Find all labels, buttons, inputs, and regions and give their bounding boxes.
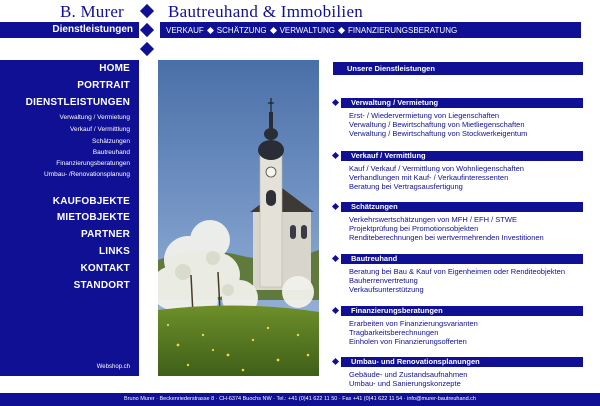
list-item: Beratung bei Bau & Kauf von Eigenheimen oder Renditeobjekten xyxy=(349,267,565,276)
diamond-bullet-icon xyxy=(332,99,339,106)
subnav-item-finanzierung[interactable]: FINANZIERUNGSBERATUNG xyxy=(348,25,458,35)
list-item: Renditeberechnungen bei wertvermehrenden Investitionen xyxy=(349,233,544,242)
diamond-icon xyxy=(140,4,154,18)
company-tagline: Bautreuhand & Immobilien xyxy=(168,2,364,21)
list-item: Bauherrenvertretung xyxy=(349,276,418,285)
diamond-separator-icon xyxy=(270,26,277,33)
diamond-icon xyxy=(140,23,154,37)
subnav-item-schaetzung[interactable]: SCHÄTZUNG xyxy=(216,25,267,35)
subnav-item-verwaltung[interactable]: VERWALTUNG xyxy=(279,25,335,35)
list-item: Verwaltung / Bewirtschaftung von Mietliegenschaften xyxy=(349,120,525,129)
list-item: Tragbarkeitsberechnungen xyxy=(349,328,439,337)
section-title-umbau: Umbau- und Renovationsplanungen xyxy=(341,357,583,367)
sidebar-subitem-schaetzungen[interactable]: Schätzungen xyxy=(92,138,130,145)
diamond-bullet-icon xyxy=(332,152,339,159)
sidebar-subitem-verkauf[interactable]: Verkauf / Vermittlung xyxy=(70,126,130,133)
sidebar-item-dienstleistungen[interactable]: DIENSTLEISTUNGEN xyxy=(25,97,130,108)
footer-address: Bruno Murer · Beckenriederstrasse 8 · CH-6374 Buochs NW · Tel.: +41 (0)41 622 11 50 · Fax +41 (0)41 622 11 54 · info@murer-bautreuhand.ch xyxy=(0,393,600,406)
diamond-bullet-icon xyxy=(332,255,339,262)
list-item: Erst- / Wiedervermietung von Liegenschaften xyxy=(349,111,500,120)
list-item: Verhandlungen mit Kauf- / Verkaufinteressenten xyxy=(349,173,509,182)
diamond-bullet-icon xyxy=(332,203,339,210)
diamond-separator-icon xyxy=(207,26,214,33)
list-item: Gebäude- und Zustandsaufnahmen xyxy=(349,370,468,379)
subnav xyxy=(166,23,457,37)
sidebar-item-standort[interactable]: STANDORT xyxy=(73,280,130,291)
list-item: Erarbeiten von Finanzierungsvarianten xyxy=(349,319,478,328)
sidebar-item-home[interactable]: HOME xyxy=(99,63,130,74)
diamond-separator-icon xyxy=(338,26,345,33)
active-section-label: Dienstleistungen xyxy=(0,22,139,38)
sidebar-item-kontakt[interactable]: KONTAKT xyxy=(80,263,130,274)
list-item: Verwaltung / Bewirtschaftung von Stockwerkeigentum xyxy=(349,129,528,138)
section-title-verwaltung: Verwaltung / Vermietung xyxy=(341,98,583,108)
diamond-bullet-icon xyxy=(332,307,339,314)
sidebar-subitem-umbau[interactable]: Umbau- /Renovationsplanung xyxy=(44,171,130,178)
sidebar-subitem-bautreuhand[interactable]: Bautreuhand xyxy=(92,149,130,156)
subnav-item-verkauf[interactable]: VERKAUF xyxy=(166,25,204,35)
content-heading: Unsere Dienstleistungen xyxy=(333,62,583,75)
sidebar-item-kaufobjekte[interactable]: KAUFOBJEKTE xyxy=(52,196,130,207)
list-item: Verkaufsunterstützung xyxy=(349,285,424,294)
list-item: Einholen von Finanzierungsofferten xyxy=(349,337,467,346)
section-title-bautreuhand: Bautreuhand xyxy=(341,254,583,264)
company-name: B. Murer xyxy=(60,2,124,21)
sidebar-item-links[interactable]: LINKS xyxy=(99,246,130,257)
sidebar-item-partner[interactable]: PARTNER xyxy=(81,229,130,240)
sidebar-subitem-finanzierung[interactable]: Finanzierungsberatungen xyxy=(56,160,130,167)
list-item: Projektprüfung bei Promotionsobjekten xyxy=(349,224,479,233)
sidebar-item-mietobjekte[interactable]: MIETOBJEKTE xyxy=(56,212,130,223)
diamond-icon xyxy=(140,42,154,56)
sidebar-item-portrait[interactable]: PORTRAIT xyxy=(77,80,130,91)
list-item: Umbau- und Sanierungskonzepte xyxy=(349,379,461,388)
diamond-bullet-icon xyxy=(332,358,339,365)
sidebar-subitem-verwaltung[interactable]: Verwaltung / Vermietung xyxy=(59,114,130,121)
list-item: Beratung bei Vertragsausfertigung xyxy=(349,182,463,191)
section-title-verkauf: Verkauf / Vermittlung xyxy=(341,151,583,161)
church-photo xyxy=(158,60,319,376)
sidebar-nav xyxy=(0,60,139,376)
list-item: Verkehrswertschätzungen von MFH / EFH / STWE xyxy=(349,215,517,224)
section-title-finanzierung: Finanzierungsberatungen xyxy=(341,306,583,316)
list-item: Kauf / Verkauf / Vermittlung von Wohnliegenschaften xyxy=(349,164,524,173)
webdesign-credit[interactable]: Webshop.ch xyxy=(96,364,130,370)
section-title-schaetzungen: Schätzungen xyxy=(341,202,583,212)
